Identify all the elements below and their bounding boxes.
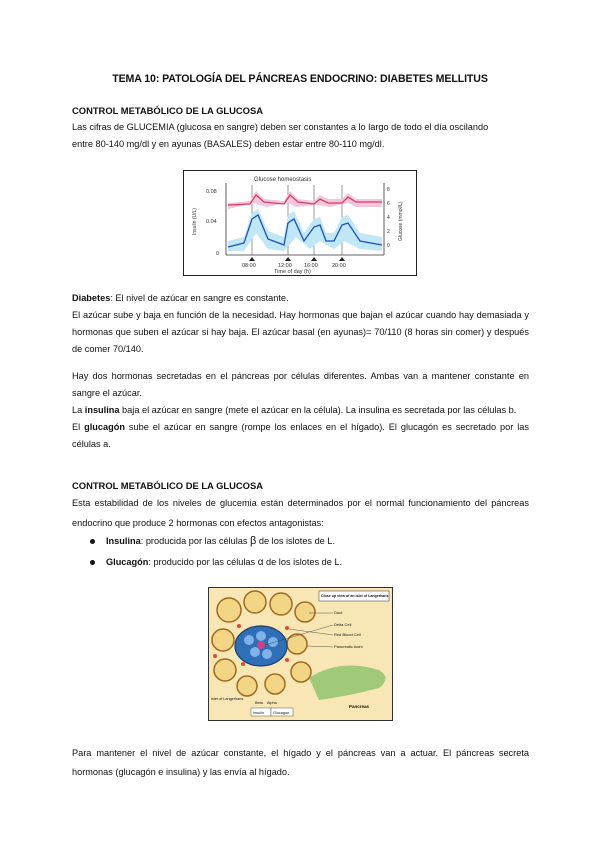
label-pancreatic-acini: Pancreatic Acini	[334, 644, 363, 649]
label-red-blood-cell: Red Blood Cell	[334, 632, 361, 637]
acinus	[265, 674, 285, 694]
beta-symbol: β	[250, 535, 257, 547]
acinus	[217, 598, 241, 622]
x-axis-label: Time of day (h)	[274, 269, 311, 275]
islet-cell	[244, 635, 254, 645]
bullet-glucagon	[90, 557, 342, 568]
bullet-insulina-label: Insulina	[106, 536, 141, 546]
glycemia-line-1: Las cifras de GLUCEMIA (glucosa en sangre) deben ser constantes a lo largo de todo el día oscilando	[72, 122, 489, 132]
label-islet: Islet of Langerhans	[211, 697, 244, 701]
bullet-glucagon-text: : producido por las células	[148, 557, 256, 567]
delta-cell	[257, 641, 265, 649]
right-tick-2: 4	[387, 215, 390, 221]
bullet-insulina	[90, 535, 335, 547]
x-tick-0: 08:00	[242, 263, 256, 269]
left-tick-0: 0.08	[206, 189, 217, 195]
red-blood-cell	[285, 658, 289, 662]
bullet-glucagon-tail: de los islotes de L.	[263, 557, 343, 567]
diabetes-paragraph	[72, 290, 529, 358]
hormones-paragraph	[72, 368, 529, 453]
label-pancreas: Pancreas	[349, 704, 370, 709]
right-axis-label: Glucose (mmol/L)	[398, 201, 404, 241]
islet-langerhans-figure	[208, 587, 393, 721]
islet-cell	[262, 649, 272, 659]
x-tick-1: 12:00	[278, 263, 292, 269]
stability-paragraph: Esta estabilidad de los niveles de glucemia están determinados por el normal funcionamiento del páncreas endocrino que produce 2 hormonas con efectos antagonistas:	[72, 498, 529, 528]
label-delta-cell: Delta Cell	[334, 622, 352, 627]
right-tick-0: 8	[387, 187, 390, 193]
acinus	[270, 593, 292, 615]
insulin-variance-band	[228, 209, 382, 251]
islet-illustration	[209, 588, 392, 720]
label-duct: Duct	[334, 610, 343, 615]
glycemia-paragraph	[72, 119, 529, 153]
meal-arrow-3	[311, 257, 317, 261]
diabetes-label: Diabetes	[72, 293, 111, 303]
acinus	[287, 634, 307, 654]
diabetes-text: El azúcar sube y baja en función de la necesidad. Hay hormonas que bajan el azúcar cuando hay demasiada y hormonas que suben el azúcar si hay baja. El azúcar basal (en ayunas)= 70/110 (8 horas sin comer) y después de comer 70/140.	[72, 310, 529, 354]
glucagon-pre: El	[72, 422, 85, 432]
islet-cell	[256, 631, 266, 641]
acinus	[237, 676, 257, 696]
x-tick-3: 20:00	[332, 263, 346, 269]
glucagon-sentence	[72, 419, 529, 453]
acinus	[212, 629, 234, 651]
meal-arrow-1	[249, 257, 255, 261]
acinus	[291, 662, 311, 682]
acinus	[295, 602, 315, 622]
glucagon-text: sube el azúcar en sangre (rompe los enlaces en el hígado). El glucagón es secretado por las células a.	[72, 422, 529, 449]
label-beta: Beta	[255, 701, 263, 705]
islet-cell	[268, 637, 278, 647]
x-tick-2: 16:00	[304, 263, 318, 269]
glucose-homeostasis-figure	[183, 170, 417, 276]
right-tick-3: 2	[387, 229, 390, 235]
bullet-glucagon-label: Glucagón	[106, 557, 149, 567]
bullet-dot	[90, 539, 95, 544]
bullet-insulina-text: : producida por las células	[140, 536, 248, 546]
left-axis-label: Insulin (U/L)	[192, 208, 198, 235]
hormones-intro: Hay dos hormonas secretadas en el páncreas por células diferentes. Ambas van a mantener constante en sangre el azúcar.	[72, 371, 529, 398]
section-heading-2: CONTROL METABÓLICO DE LA GLUCOSA	[72, 480, 263, 491]
page-title: TEMA 10: PATOLOGÍA DEL PÁNCREAS ENDOCRINO: DIABETES MELLITUS	[112, 73, 488, 85]
meal-arrow-4	[339, 257, 345, 261]
insulina-pre: La	[72, 405, 85, 415]
glucagon-label: glucagón	[84, 422, 125, 432]
red-blood-cell	[285, 626, 289, 630]
islet-cell	[250, 647, 260, 657]
label-insulin: Insulin	[253, 711, 264, 715]
red-blood-cell	[213, 654, 217, 658]
glucose-homeostasis-chart	[184, 171, 416, 275]
left-tick-2: 0	[216, 251, 220, 257]
label-alpha: Alpha	[267, 701, 277, 705]
section-heading-1: CONTROL METABÓLICO DE LA GLUCOSA	[72, 105, 263, 116]
diabetes-definition	[72, 290, 529, 307]
left-tick-1: 0.04	[206, 219, 217, 225]
closing-paragraph: Para mantener el nivel de azúcar constante, el hígado y el páncreas van a actuar. El páncreas secreta hormonas (glucagón e insulina) y las envía al hígado.	[72, 748, 529, 777]
insulina-text: baja el azúcar en sangre (mete el azúcar en la célula). La insulina es secretada por las células b.	[119, 405, 517, 415]
acinus	[214, 659, 236, 681]
label-glucagon: Glucagon	[273, 711, 290, 715]
right-tick-4: 0	[387, 243, 390, 249]
red-blood-cell	[237, 624, 241, 628]
alpha-symbol: α	[257, 557, 264, 568]
bullet-insulina-tail: de los islotes de L.	[256, 536, 336, 546]
red-blood-cell	[241, 662, 245, 666]
bullet-dot	[90, 560, 95, 565]
insulina-label: insulina	[84, 405, 120, 415]
right-tick-1: 6	[387, 201, 390, 207]
meal-arrow-2	[285, 257, 291, 261]
chart-title: Glucose homeostasis	[254, 177, 312, 183]
diabetes-definition-text: : El nivel de azúcar en sangre es constante.	[110, 293, 289, 303]
callout-text: Close up view of an islet of Langerhans	[321, 594, 389, 598]
glycemia-line-2: entre 80-140 mg/dl y en ayunas (BASALES) deben estar entre 80-110 mg/dl.	[72, 139, 385, 149]
acinus	[244, 591, 266, 613]
glucose-variance-band	[228, 191, 382, 209]
insulina-sentence	[72, 402, 529, 419]
